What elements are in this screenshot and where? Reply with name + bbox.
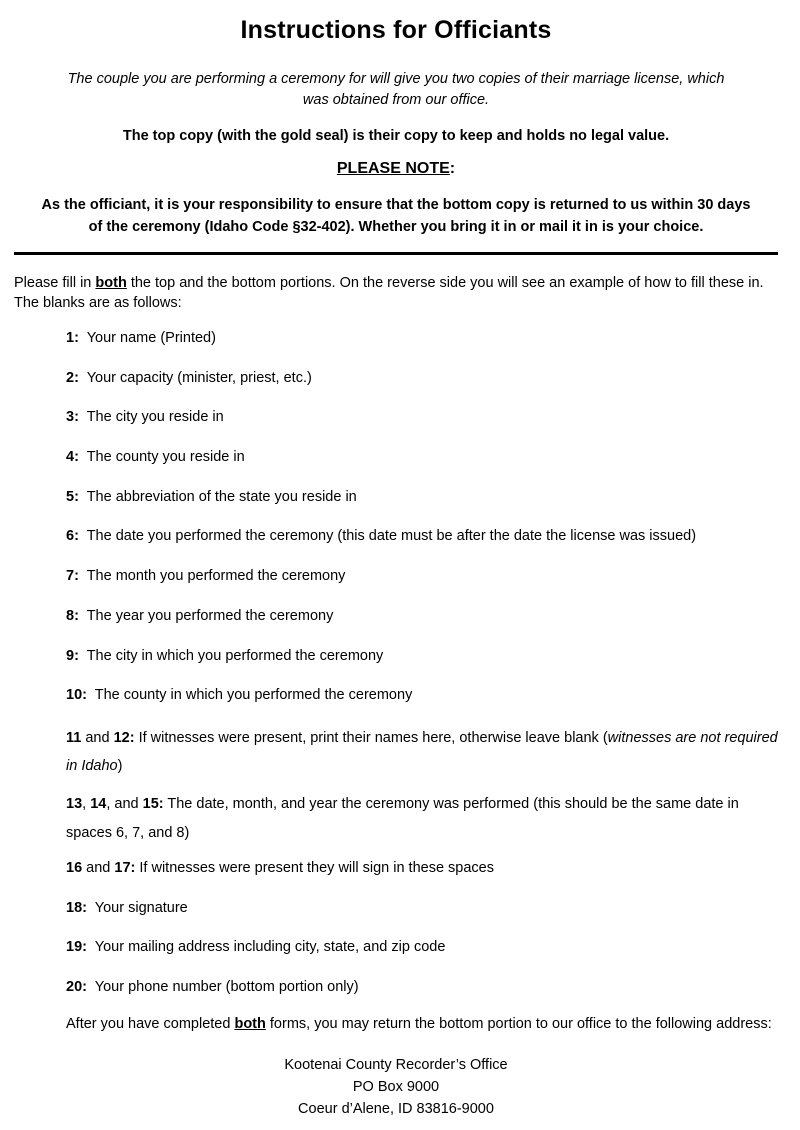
blank-number: 10: [66, 687, 87, 704]
list-item [14, 446, 778, 469]
blank-separator: , [82, 796, 91, 813]
please-note-colon: : [449, 160, 456, 178]
blank-number: 4: [66, 449, 79, 466]
list-item [14, 897, 778, 920]
blank-number: 8: [66, 607, 79, 624]
blank-number: 14 [90, 796, 107, 813]
blanks-intro: The blanks are as follows: [14, 295, 182, 312]
blank-number: 5: [66, 488, 79, 505]
blank-number: 6: [66, 528, 79, 545]
blank-conjunction: and [82, 859, 115, 876]
blank-number: 12: [113, 729, 135, 746]
list-item [14, 976, 778, 999]
list-item [14, 486, 778, 509]
after-both-emphasis: both [234, 1015, 266, 1032]
return-address [14, 1054, 778, 1120]
list-item [14, 936, 778, 959]
blank-text: The city you reside in [86, 409, 224, 426]
blank-number: 7: [66, 568, 79, 585]
page-title: Instructions for Officiants [240, 16, 552, 44]
fill-in-instruction [14, 272, 776, 295]
list-item [14, 790, 778, 847]
blank-text: The date you performed the ceremony (this date must be after the date the license was issued) [86, 528, 697, 545]
after-prefix: After you have completed [66, 1015, 235, 1032]
blank-text: Your phone number (bottom portion only) [94, 979, 359, 996]
blank-text: The date, month, and year the ceremony was performed (this should be the same date in spaces 6, 7, and 8) [66, 796, 739, 841]
list-item [14, 857, 778, 880]
blank-number: 18: [66, 899, 87, 916]
please-note-heading [14, 160, 778, 178]
blank-text: Your name (Printed) [86, 330, 216, 347]
blank-text: If witnesses were present they will sign in these spaces [135, 859, 495, 876]
blank-number: 15: [142, 796, 164, 813]
blank-number: 17: [114, 859, 136, 876]
blank-text: The year you performed the ceremony [86, 607, 334, 624]
list-item [14, 724, 778, 781]
blank-separator: , and [106, 796, 143, 813]
blank-text-tail: ) [117, 758, 123, 775]
blank-text: The county in which you performed the ceremony [94, 687, 413, 704]
section-divider [14, 252, 778, 255]
blank-text: The city in which you performed the ceremony [86, 647, 384, 664]
blank-text: The month you performed the ceremony [86, 568, 346, 585]
blank-number: 11 [66, 729, 82, 746]
address-line-po-box: PO Box 9000 [352, 1078, 440, 1095]
list-item [14, 367, 778, 390]
list-item [14, 645, 778, 668]
blank-number: 3: [66, 409, 79, 426]
responsibility-paragraph: As the officiant, it is your responsibility to ensure that the bottom copy is returned to us within 30 days of the ceremony (Idaho Code §32-402). Whether you bring it in or mail it in is your choice. [41, 197, 751, 235]
blank-number: 20: [66, 979, 87, 996]
fill-in-both-emphasis: both [95, 274, 127, 291]
list-item [14, 327, 778, 350]
blank-text: If witnesses were present, print their names here, otherwise leave blank ( [134, 729, 608, 746]
blank-number: 19: [66, 939, 87, 956]
blank-text: Your signature [94, 899, 188, 916]
address-line-city-state-zip: Coeur d’Alene, ID 83816-9000 [298, 1100, 494, 1117]
after-completion-instruction [14, 1016, 778, 1032]
blank-text: Your capacity (minister, priest, etc.) [86, 369, 312, 386]
list-item [14, 605, 778, 628]
please-note-label: PLEASE NOTE [336, 160, 450, 178]
after-suffix: forms, you may return the bottom portion to our office to the following address: [265, 1015, 772, 1032]
blank-number: 1: [66, 330, 79, 347]
list-item [14, 565, 778, 588]
blank-list [14, 327, 778, 999]
blank-text: Your mailing address including city, state, and zip code [94, 939, 446, 956]
blank-number: 13 [66, 796, 83, 813]
blank-number: 9: [66, 647, 79, 664]
blank-number: 2: [66, 369, 79, 386]
address-line-office: Kootenai County Recorder’s Office [284, 1056, 508, 1073]
fill-in-prefix: Please fill in [14, 274, 96, 291]
intro-paragraph: The couple you are performing a ceremony for will give you two copies of their marriage license, which was obtained from our office. [67, 71, 725, 109]
blank-text: The abbreviation of the state you reside in [86, 488, 357, 505]
blank-text-italic: witnesses are not required in Idaho [66, 729, 778, 775]
blank-conjunction: and [81, 729, 114, 746]
fill-in-suffix: the top and the bottom portions. On the reverse side you will see an example of how to fill these in. [126, 274, 764, 291]
list-item [14, 525, 778, 548]
blank-text: The county you reside in [86, 449, 245, 466]
list-item [14, 406, 778, 429]
top-copy-note: The top copy (with the gold seal) is their copy to keep and holds no legal value. [122, 128, 670, 145]
blank-number: 16 [66, 859, 83, 876]
list-item [14, 684, 778, 707]
